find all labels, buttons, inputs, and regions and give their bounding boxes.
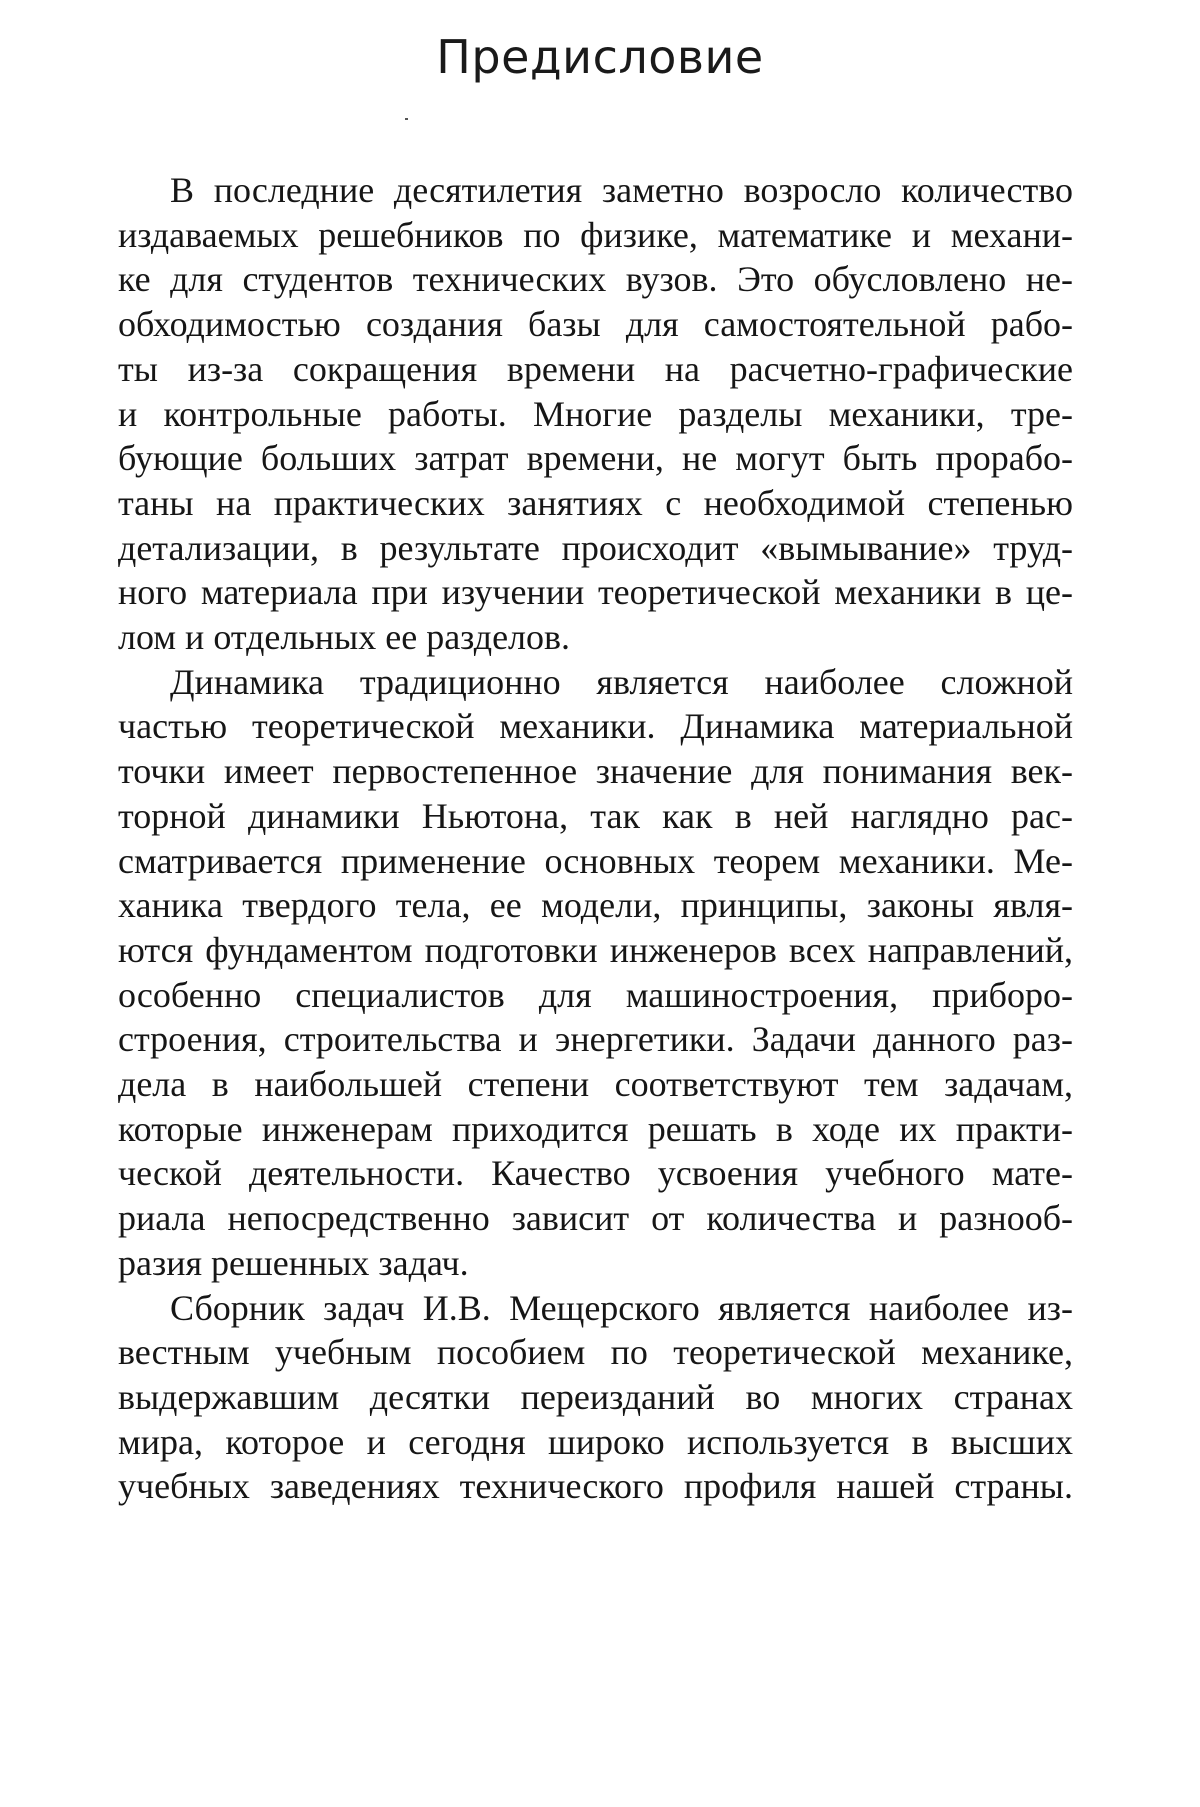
text-line: лом и отдельных ее разделов. [118, 617, 571, 658]
text-line: которые инженерам приходится решать в ходе их практи- [118, 1108, 1073, 1149]
text-line: Сборник задач И.В. Мещерского является наиболее из- [170, 1287, 1073, 1328]
paragraph-2 [118, 660, 1073, 1286]
text-line: сматривается применение основных теорем механики. Ме- [118, 840, 1073, 881]
text-line: таны на практических занятиях с необходимой степенью [118, 482, 1073, 523]
text-line: ческой деятельности. Качество усвоения учебного мате- [118, 1153, 1073, 1194]
page-title: Предисловие [436, 30, 764, 84]
paragraph-1 [118, 168, 1073, 660]
text-line: детализации, в результате происходит «вымывание» труд- [118, 527, 1073, 568]
text-line: риала непосредственно зависит от количества и разнооб- [118, 1198, 1073, 1239]
text-line: ханика твердого тела, ее модели, принципы, законы явля- [118, 885, 1073, 926]
text-line: Динамика традиционно является наиболее сложной [170, 661, 1073, 702]
text-line: издаваемых решебников по физике, математике и механи- [118, 214, 1073, 255]
text-line: обходимостью создания базы для самостоятельной рабо- [118, 304, 1073, 345]
text-line: выдержавшим десятки переизданий во многих странах [118, 1376, 1073, 1417]
text-line: и контрольные работы. Многие разделы механики, тре- [118, 393, 1073, 434]
paragraph-3 [118, 1286, 1073, 1510]
text-line: В последние десятилетия заметно возросло количество [170, 170, 1073, 210]
text-line: торной динамики Ньютона, так как в ней наглядно рас- [118, 795, 1073, 836]
text-line: особенно специалистов для машиностроения, приборо- [118, 974, 1073, 1015]
body-text [118, 168, 1073, 1509]
text-line: ке для студентов технических вузов. Это обусловлено не- [118, 259, 1073, 300]
text-line: разия решенных задач. [118, 1242, 469, 1283]
text-line: дела в наибольшей степени соответствуют тем задачам, [118, 1064, 1073, 1105]
text-line: ного материала при изучении теоретической механики в це- [118, 572, 1073, 613]
text-line: мира, которое и сегодня широко используется в высших [118, 1421, 1073, 1462]
text-line: частью теоретической механики. Динамика материальной [118, 706, 1073, 747]
text-line: вестным учебным пособием по теоретической механике, [118, 1332, 1073, 1373]
text-line: учебных заведениях технического профиля нашей страны. [118, 1466, 1073, 1507]
print-speck [405, 118, 408, 120]
text-line: бующие больших затрат времени, не могут быть прорабо- [118, 438, 1073, 479]
text-line: ются фундаментом подготовки инженеров всех направлений, [118, 929, 1073, 970]
text-line: строения, строительства и энергетики. Задачи данного раз- [118, 1019, 1073, 1060]
text-line: ты из-за сокращения времени на расчетно-графические [118, 348, 1073, 389]
text-line: точки имеет первостепенное значение для понимания век- [118, 751, 1073, 792]
